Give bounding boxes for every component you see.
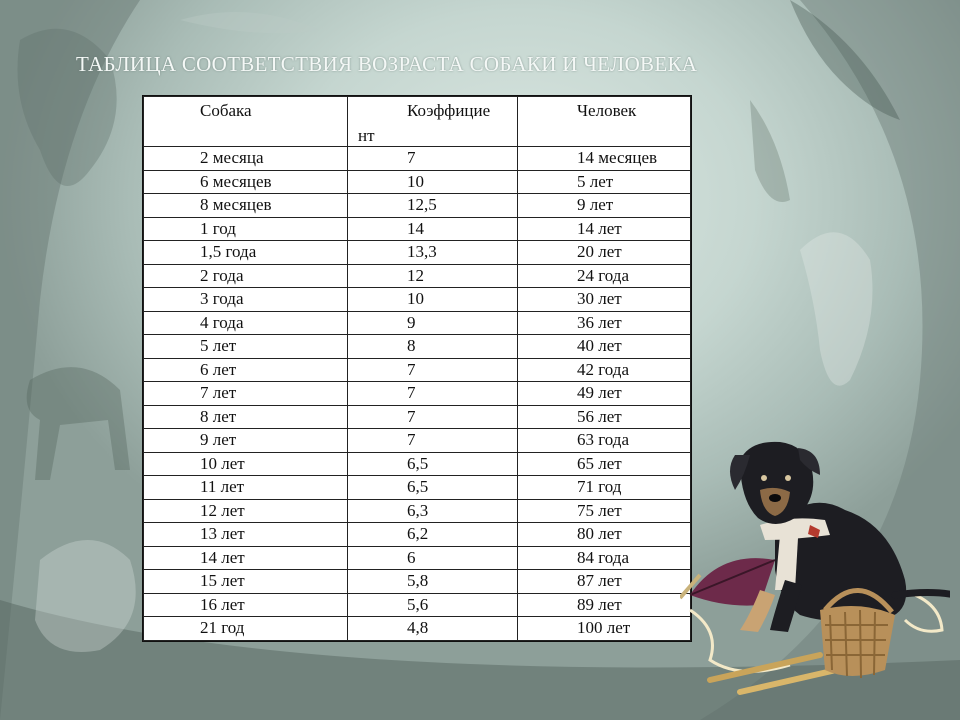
table-row: [144, 358, 691, 382]
cell-dog-age: 8 лет: [144, 405, 348, 429]
cell-human-age: 36 лет: [518, 311, 691, 335]
cell-coefficient: 6,2: [348, 523, 518, 547]
cell-human-age: 30 лет: [518, 288, 691, 312]
cell-dog-age: 1,5 года: [144, 241, 348, 265]
cell-dog-age: 13 лет: [144, 523, 348, 547]
table-row: [144, 147, 691, 171]
cell-dog-age: 9 лет: [144, 429, 348, 453]
cell-dog-age: 15 лет: [144, 570, 348, 594]
cell-human-age: 14 лет: [518, 217, 691, 241]
table-row: [144, 546, 691, 570]
cell-human-age: 42 года: [518, 358, 691, 382]
cell-coefficient: 10: [348, 170, 518, 194]
cell-dog-age: 7 лет: [144, 382, 348, 406]
cell-coefficient: 13,3: [348, 241, 518, 265]
cell-coefficient: 7: [348, 382, 518, 406]
cell-dog-age: 2 месяца: [144, 147, 348, 171]
cell-dog-age: 21 год: [144, 617, 348, 641]
cell-coefficient: 6,5: [348, 476, 518, 500]
cell-human-age: 80 лет: [518, 523, 691, 547]
cell-dog-age: 4 года: [144, 311, 348, 335]
table-row: [144, 570, 691, 594]
cell-human-age: 14 месяцев: [518, 147, 691, 171]
cell-dog-age: 3 года: [144, 288, 348, 312]
header-coefficient-line2: нт: [358, 126, 375, 145]
cell-dog-age: 2 года: [144, 264, 348, 288]
table-row: [144, 217, 691, 241]
cell-human-age: 89 лет: [518, 593, 691, 617]
age-comparison-table: [142, 95, 692, 642]
cell-human-age: 65 лет: [518, 452, 691, 476]
puppy-with-umbrella-and-basket-icon: [680, 430, 950, 700]
cell-dog-age: 14 лет: [144, 546, 348, 570]
cell-human-age: 87 лет: [518, 570, 691, 594]
cell-coefficient: 5,6: [348, 593, 518, 617]
header-row: [144, 97, 691, 147]
header-coefficient-line1: Коэффицие: [407, 101, 491, 120]
cell-coefficient: 7: [348, 405, 518, 429]
cell-human-age: 75 лет: [518, 499, 691, 523]
cell-coefficient: 8: [348, 335, 518, 359]
header-coefficient: [348, 97, 518, 147]
table-row: [144, 617, 691, 641]
cell-coefficient: 6,3: [348, 499, 518, 523]
cell-human-age: 40 лет: [518, 335, 691, 359]
cell-human-age: 71 год: [518, 476, 691, 500]
table-row: [144, 429, 691, 453]
cell-coefficient: 14: [348, 217, 518, 241]
table-header: [144, 97, 691, 147]
table-row: [144, 499, 691, 523]
table-row: [144, 311, 691, 335]
table: [143, 96, 691, 641]
cell-dog-age: 10 лет: [144, 452, 348, 476]
cell-human-age: 84 года: [518, 546, 691, 570]
cell-coefficient: 9: [348, 311, 518, 335]
cell-human-age: 24 года: [518, 264, 691, 288]
cell-dog-age: 1 год: [144, 217, 348, 241]
table-row: [144, 335, 691, 359]
cell-dog-age: 5 лет: [144, 335, 348, 359]
cell-human-age: 63 года: [518, 429, 691, 453]
header-human: Человек: [518, 97, 691, 147]
cell-dog-age: 11 лет: [144, 476, 348, 500]
cell-human-age: 56 лет: [518, 405, 691, 429]
header-dog: Собака: [144, 97, 348, 147]
table-body: [144, 147, 691, 641]
slide-title: ТАБЛИЦА СООТВЕТСТВИЯ ВОЗРАСТА СОБАКИ И ЧЕЛОВЕКА: [76, 52, 698, 76]
table-row: [144, 288, 691, 312]
table-row: [144, 194, 691, 218]
cell-coefficient: 5,8: [348, 570, 518, 594]
table-row: [144, 405, 691, 429]
cell-dog-age: 6 месяцев: [144, 170, 348, 194]
table-row: [144, 523, 691, 547]
cell-dog-age: 8 месяцев: [144, 194, 348, 218]
cell-dog-age: 16 лет: [144, 593, 348, 617]
cell-coefficient: 7: [348, 147, 518, 171]
cell-coefficient: 12: [348, 264, 518, 288]
cell-coefficient: 7: [348, 429, 518, 453]
table-row: [144, 264, 691, 288]
cell-coefficient: 10: [348, 288, 518, 312]
table-row: [144, 476, 691, 500]
cell-coefficient: 4,8: [348, 617, 518, 641]
table-row: [144, 382, 691, 406]
cell-coefficient: 6,5: [348, 452, 518, 476]
cell-dog-age: 12 лет: [144, 499, 348, 523]
cell-human-age: 100 лет: [518, 617, 691, 641]
cell-human-age: 49 лет: [518, 382, 691, 406]
table-row: [144, 452, 691, 476]
cell-human-age: 20 лет: [518, 241, 691, 265]
table-row: [144, 593, 691, 617]
cell-human-age: 5 лет: [518, 170, 691, 194]
cell-coefficient: 7: [348, 358, 518, 382]
cell-coefficient: 12,5: [348, 194, 518, 218]
table-row: [144, 241, 691, 265]
cell-human-age: 9 лет: [518, 194, 691, 218]
cell-dog-age: 6 лет: [144, 358, 348, 382]
table-row: [144, 170, 691, 194]
cell-coefficient: 6: [348, 546, 518, 570]
